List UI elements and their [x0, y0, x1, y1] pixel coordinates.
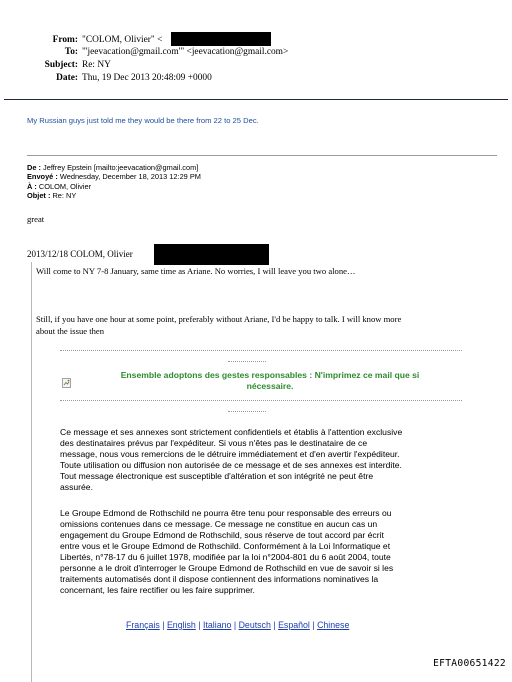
eco-notice-line-2: nécessaire.: [246, 381, 294, 391]
liability-line: traitements automatisés dont il dispose contiennent des informations nominatives la: [60, 574, 379, 584]
quoted-header: [27, 163, 201, 201]
de-label: De :: [27, 163, 41, 172]
to-value: "'jeevacation@gmail.com'" <jeevacation@gmail.com>: [82, 47, 289, 57]
envoye-label: Envoyé :: [27, 172, 58, 182]
subject-value: Re: NY: [82, 60, 111, 70]
date-row: [0, 72, 300, 84]
to-row: [0, 46, 300, 58]
date-label: Date:: [56, 73, 78, 83]
subject-row: [0, 59, 300, 71]
redaction-box: [171, 32, 271, 46]
liability-line: Le Groupe Edmond de Rothschild ne pourra être tenu pour responsable des erreurs ou: [60, 508, 392, 518]
a-row: [27, 182, 201, 191]
redaction-box: [154, 244, 269, 265]
confidentiality-line: Tout message électronique est susceptible d'altération et son intégrité ne peut être: [60, 471, 374, 481]
quote-bar: [31, 262, 32, 682]
broken-image-icon: [62, 375, 72, 385]
confidentiality-line: Toute utilisation ou diffusion non autorisée de ce message et de ses annexes est interdite.: [60, 460, 402, 470]
document-id: EFTA00651422: [433, 658, 506, 669]
de-row: [27, 163, 201, 172]
from-value: "COLOM, Olivier" <: [82, 35, 163, 45]
separator-line: [60, 400, 462, 401]
attribution-text: 2013/12/18 COLOM, Olivier: [27, 249, 133, 259]
confidentiality-line: assurée.: [60, 482, 93, 492]
language-link-deutsch[interactable]: Deutsch: [238, 620, 271, 630]
separator-short: [228, 361, 266, 362]
body-paragraph-2-line-1: Still, if you have one hour at some point, preferably without Ariane, I'd be happy to talk. I will know more: [36, 314, 402, 324]
date-value: Thu, 19 Dec 2013 20:48:09 +0000: [82, 73, 212, 83]
confidentiality-line: des destinataires prévus par l'expéditeur. Si vous n'êtes pas le destinataire de ce: [60, 438, 368, 448]
separator-line: [60, 350, 462, 351]
language-link-english[interactable]: English: [166, 620, 196, 630]
objet-value: Re: NY: [52, 191, 77, 201]
confidentiality-line: Ce message et ses annexes sont strictement confidentiels et établis à l'attention exclusive: [60, 427, 403, 437]
confidentiality-notice: [60, 427, 402, 493]
body-paragraph-1: Will come to NY 7-8 January, same time as Ariane. No worries, I will leave you two alone…: [36, 266, 356, 276]
reply-text: My Russian guys just told me they would be there from 22 to 25 Dec.: [27, 116, 259, 125]
link-separator: |: [198, 620, 201, 630]
link-separator: |: [312, 620, 315, 630]
language-links: [126, 620, 349, 630]
quote-divider: [27, 155, 497, 156]
confidentiality-line: message, nous vous remercions de le détruire immédiatement et d'en avertir l'expéditeur.: [60, 449, 400, 459]
to-label: To:: [64, 47, 78, 57]
subject-label: Subject:: [44, 60, 78, 70]
envoye-value: Wednesday, December 18, 2013 12:29 PM: [59, 172, 201, 182]
liability-line: personne a le droit d'interroger le Groupe Edmond de Rothschild en vue de savoir si les: [60, 563, 394, 573]
eco-notice: [80, 370, 460, 392]
header-divider: [4, 99, 508, 100]
body-paragraph-2: [36, 313, 401, 337]
link-separator: |: [273, 620, 276, 630]
link-separator: |: [233, 620, 237, 630]
body-paragraph-2-line-2: about the issue then: [36, 326, 105, 336]
language-link-chinese[interactable]: Chinese: [317, 620, 350, 630]
separator-short: [228, 411, 266, 412]
liability-notice: [60, 508, 393, 596]
objet-row: [27, 191, 201, 200]
eco-notice-line-1: Ensemble adoptons des gestes responsables : N'imprimez ce mail que si: [120, 370, 420, 380]
liability-line: Libertés, n°78-17 du 6 juillet 1978, modifiée par la loi n°2004-801 du 6 août 2004, toute: [60, 552, 391, 562]
language-link-italiano[interactable]: Italiano: [203, 620, 232, 630]
liability-line: entre vous et le Groupe Edmond de Rothschild. Conformément à la Loi Informatique et: [60, 541, 391, 551]
de-value: Jeffrey Epstein [mailto:jeevacation@gmail.com]: [43, 163, 199, 172]
from-label: From:: [52, 35, 78, 45]
a-value: COLOM, Olivier: [38, 181, 92, 191]
envoye-row: [27, 172, 201, 181]
a-label: À :: [27, 181, 37, 191]
link-separator: |: [162, 620, 165, 630]
liability-line: concernant, les faire rectifier ou les faire supprimer.: [60, 585, 255, 595]
liability-line: omissions contenues dans ce message. Ce message ne constitue en aucun cas un: [60, 519, 378, 529]
objet-label: Objet :: [27, 191, 51, 201]
language-link-francais[interactable]: Français: [126, 620, 160, 630]
language-link-espanol[interactable]: Español: [278, 620, 310, 630]
liability-line: engagement du Groupe Edmond de Rothschild, sous réserve de tout accord par écrit: [60, 530, 384, 540]
great-text: great: [27, 214, 45, 224]
